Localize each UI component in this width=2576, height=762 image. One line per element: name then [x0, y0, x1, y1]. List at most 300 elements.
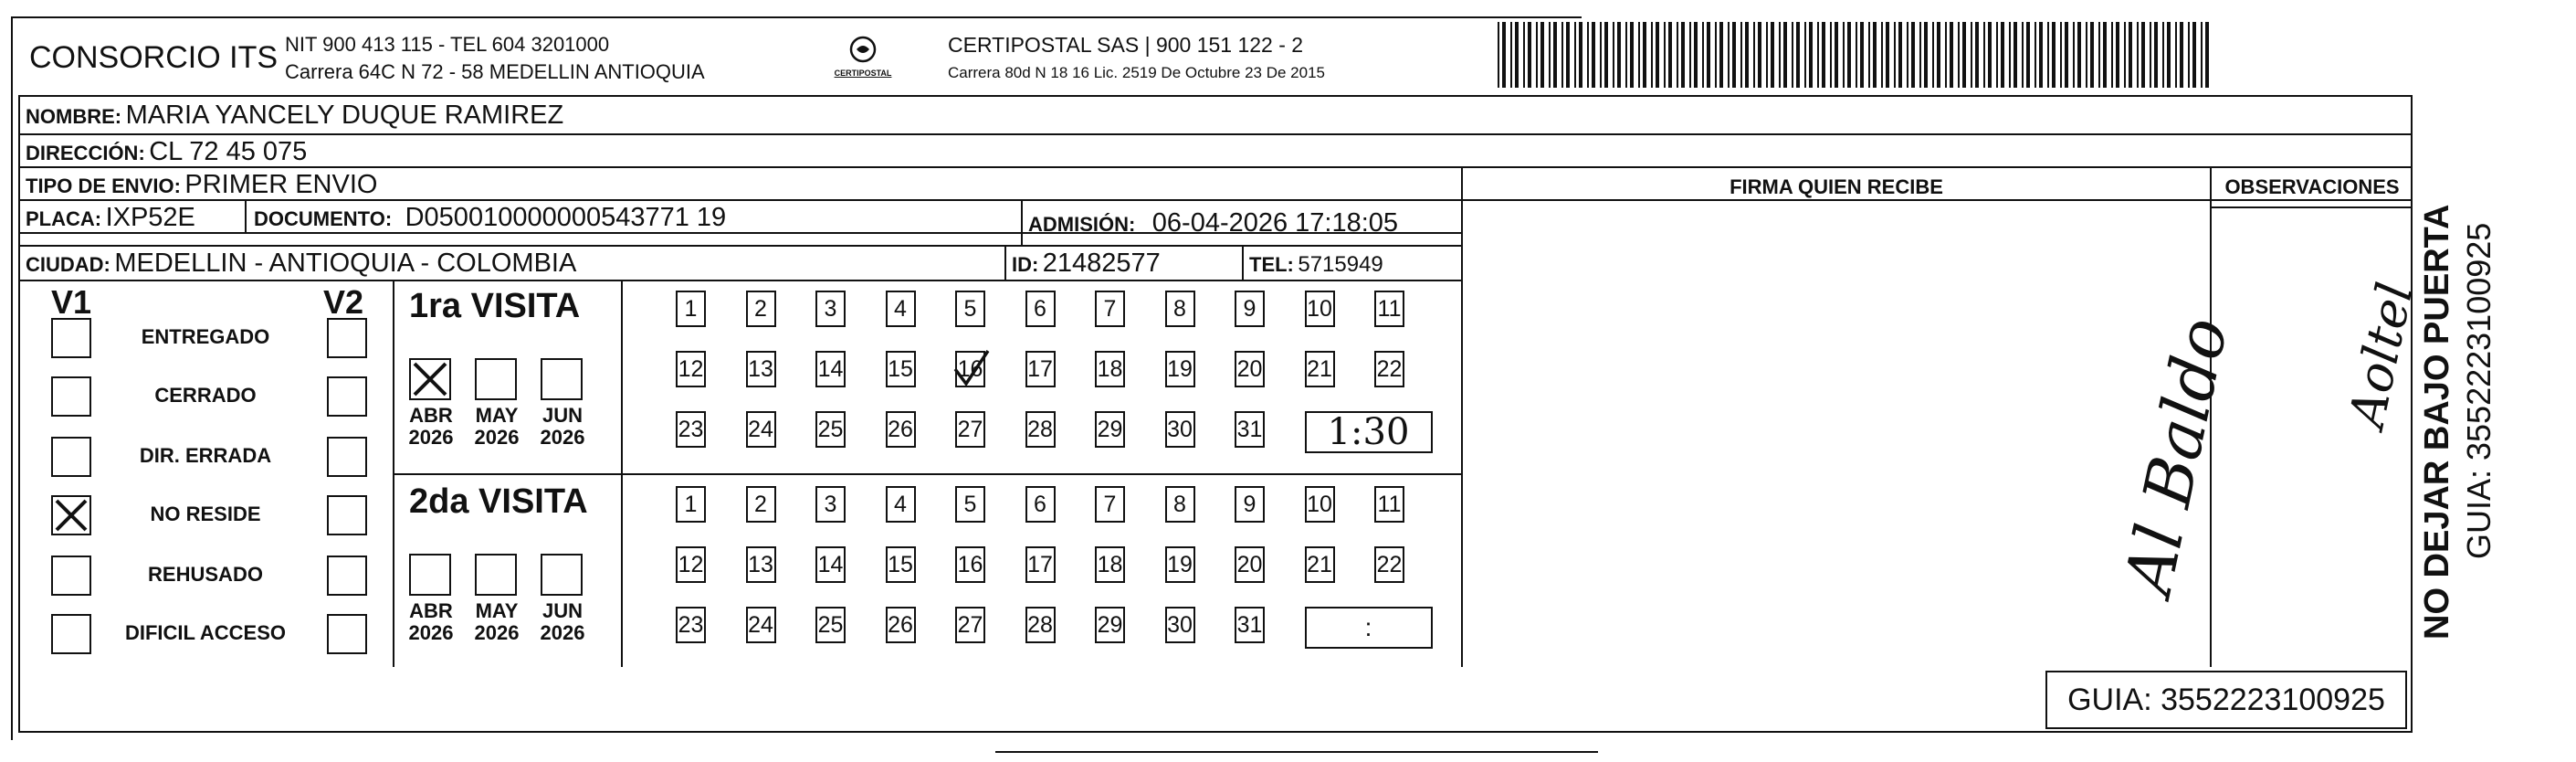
barcode-bar	[1843, 22, 1845, 88]
day-number: 29	[1097, 612, 1123, 638]
status-label: DIFICIL ACCESO	[124, 621, 286, 644]
day-cell[interactable]	[1025, 486, 1056, 523]
v2-checkbox[interactable]	[327, 376, 367, 417]
day-number: 4	[894, 296, 907, 322]
day-cell[interactable]	[886, 486, 916, 523]
day-cell[interactable]	[955, 546, 985, 583]
v1-checkbox[interactable]	[51, 614, 91, 654]
bottom-line	[995, 751, 1598, 753]
v2-checkbox[interactable]	[327, 614, 367, 654]
row-line	[2210, 206, 2413, 208]
year-label: 2026	[408, 426, 454, 449]
day-cell[interactable]	[1165, 546, 1195, 583]
barcode-bar	[1856, 22, 1857, 88]
barcode-bar	[2098, 22, 2100, 88]
day-cell[interactable]	[1374, 351, 1404, 387]
barcode-bar	[1604, 22, 1608, 88]
day-cell[interactable]	[746, 546, 776, 583]
firma-divider	[1461, 166, 1463, 669]
day-number: 20	[1236, 356, 1263, 382]
observaciones-header: OBSERVACIONES	[2224, 175, 2400, 198]
left-edge-line	[11, 18, 13, 740]
day-cell[interactable]	[955, 411, 985, 448]
barcode-bar	[1804, 22, 1806, 88]
status-label: DIR. ERRADA	[139, 444, 272, 467]
barcode-bar	[2073, 22, 2075, 88]
day-number: 16	[957, 356, 983, 382]
visit-2-title: 2da VISITA	[409, 482, 588, 521]
barcode-bar	[1898, 22, 1902, 88]
day-cell[interactable]	[815, 351, 846, 387]
barcode-bar	[2090, 22, 2094, 88]
day-cell[interactable]	[1025, 546, 1056, 583]
month-checkbox[interactable]	[409, 554, 451, 596]
v2-checkbox[interactable]	[327, 495, 367, 535]
day-number: 28	[1027, 417, 1053, 442]
barcode-bar	[2201, 22, 2203, 88]
barcode-bar	[2124, 22, 2126, 88]
day-cell[interactable]	[1095, 607, 1125, 643]
id-label: ID:	[1012, 253, 1039, 276]
day-cell[interactable]	[1235, 607, 1265, 643]
month-checkbox[interactable]	[475, 554, 517, 596]
time-field[interactable]: 1:30	[1305, 411, 1433, 453]
barcode-bar	[2175, 22, 2177, 88]
day-cell[interactable]	[1165, 351, 1195, 387]
barcode-bar	[2103, 22, 2107, 88]
placa-value: IXP52E	[105, 203, 195, 232]
barcode-bar	[1809, 22, 1813, 88]
month-label: MAY	[475, 599, 519, 622]
barcode-bar	[1536, 22, 1538, 88]
day-cell[interactable]	[815, 291, 846, 327]
x-mark-icon	[411, 360, 449, 398]
day-number: 31	[1236, 417, 1263, 442]
barcode-bar	[1510, 22, 1512, 88]
day-cell[interactable]	[1165, 486, 1195, 523]
row-line	[18, 166, 2413, 168]
barcode-bar	[1822, 22, 1825, 88]
barcode-bar	[2205, 22, 2209, 88]
month-label: JUN	[541, 404, 583, 427]
month-checkbox[interactable]	[475, 358, 517, 400]
tel-label: TEL:	[1249, 253, 1294, 276]
placa-label: PLACA:	[26, 207, 102, 230]
barcode-bar	[1549, 22, 1551, 88]
day-cell[interactable]	[1165, 607, 1195, 643]
barcode-bar	[1932, 22, 1934, 88]
barcode-bar	[1656, 22, 1659, 88]
barcode-bar	[1847, 22, 1851, 88]
day-number: 19	[1167, 552, 1193, 577]
year-label: 2026	[474, 426, 520, 449]
day-number: 31	[1236, 612, 1263, 638]
v1-checkbox[interactable]	[51, 556, 91, 596]
day-number: 11	[1377, 492, 1402, 517]
time-field[interactable]: :	[1305, 607, 1433, 649]
barcode-bar	[1600, 22, 1602, 88]
day-cell[interactable]	[1235, 411, 1265, 448]
day-number: 30	[1167, 612, 1193, 638]
day-number: 15	[888, 552, 913, 577]
year-label: 2026	[408, 621, 454, 644]
barcode-bar	[2129, 22, 2132, 88]
day-number: 2	[754, 296, 767, 322]
barcode-bar	[1881, 22, 1883, 88]
day-number: 2	[754, 492, 767, 517]
visit-2	[394, 475, 1461, 667]
day-number: 17	[1027, 356, 1053, 382]
day-number: 1	[684, 296, 698, 322]
day-cell[interactable]	[746, 351, 776, 387]
barcode-bar	[1664, 22, 1666, 88]
row-line	[18, 245, 1463, 247]
day-number: 20	[1236, 552, 1263, 577]
day-cell[interactable]	[1025, 607, 1056, 643]
direccion-row	[26, 137, 307, 167]
visit-1-title: 1ra VISITA	[409, 287, 581, 325]
barcode-bar	[2001, 22, 2004, 88]
courier-license: Carrera 80d N 18 16 Lic. 2519 De Octubre 23 De 2015	[948, 64, 1325, 81]
barcode-bar	[1796, 22, 1800, 88]
day-number: 23	[678, 417, 704, 442]
month-label: MAY	[475, 404, 519, 427]
documento-label: DOCUMENTO:	[254, 207, 393, 230]
day-cell[interactable]	[1305, 291, 1335, 327]
day-number: 21	[1307, 552, 1332, 577]
tipo-row	[26, 170, 377, 200]
barcode-bar	[1950, 22, 1953, 88]
day-cell[interactable]	[1235, 486, 1265, 523]
barcode-bar	[2192, 22, 2196, 88]
check-mark-icon	[952, 349, 992, 389]
day-cell[interactable]	[1235, 546, 1265, 583]
day-cell[interactable]	[1025, 411, 1056, 448]
barcode-bar	[2162, 22, 2164, 88]
documento-value: D050010000000543771 19	[405, 203, 727, 232]
day-number: 12	[678, 356, 704, 382]
v1-checkbox[interactable]	[51, 437, 91, 477]
barcode-bar	[1792, 22, 1793, 88]
day-cell[interactable]	[676, 351, 706, 387]
barcode-bar	[1907, 22, 1908, 88]
day-number: 5	[963, 296, 977, 322]
day-number: 7	[1103, 492, 1117, 517]
day-number: 1	[684, 492, 698, 517]
ciudad-label: CIUDAD:	[26, 253, 110, 276]
barcode-bar	[1694, 22, 1698, 88]
day-cell[interactable]	[886, 546, 916, 583]
barcode-bar	[1745, 22, 1749, 88]
barcode-bar	[1651, 22, 1653, 88]
status-label: ENTREGADO	[141, 325, 270, 348]
barcode-bar	[1779, 22, 1781, 88]
day-cell[interactable]	[1165, 291, 1195, 327]
barcode-bar	[1587, 22, 1589, 88]
day-cell[interactable]	[1025, 291, 1056, 327]
day-cell[interactable]	[815, 486, 846, 523]
barcode-bar	[2009, 22, 2011, 88]
day-cell[interactable]	[1374, 546, 1404, 583]
day-cell[interactable]	[1305, 351, 1335, 387]
company-name: CONSORCIO ITS	[29, 40, 279, 75]
x-mark-icon	[53, 497, 89, 534]
barcode-bar	[2022, 22, 2024, 88]
barcode-bar	[1975, 22, 1979, 88]
v1-checkbox[interactable]	[51, 495, 91, 535]
company-address: Carrera 64C N 72 - 58 MEDELLIN ANTIOQUIA	[285, 60, 705, 83]
nombre-label: NOMBRE:	[26, 105, 122, 128]
ciudad-row	[26, 249, 576, 279]
recipient-signature: Al Baldo	[2109, 311, 2243, 601]
day-number: 13	[748, 356, 773, 382]
day-cell[interactable]	[886, 291, 916, 327]
barcode-bar	[1715, 22, 1717, 88]
day-number: 17	[1027, 552, 1053, 577]
barcode-bar	[1753, 22, 1755, 88]
barcode-bar	[2065, 22, 2068, 88]
barcode-bar	[1643, 22, 1646, 88]
barcode-bar	[2188, 22, 2190, 88]
barcode-bar	[1783, 22, 1787, 88]
day-number: 18	[1097, 552, 1123, 577]
v1-header: V1	[51, 283, 92, 321]
barcode-bar	[1638, 22, 1640, 88]
day-cell[interactable]	[746, 486, 776, 523]
day-number: 23	[678, 612, 704, 638]
day-cell[interactable]	[955, 351, 985, 387]
barcode-bar	[1971, 22, 1972, 88]
barcode-bar	[1740, 22, 1742, 88]
day-number: 8	[1173, 492, 1186, 517]
day-cell[interactable]	[676, 546, 706, 583]
barcode-bar	[1668, 22, 1672, 88]
day-number: 26	[888, 612, 913, 638]
barcode-bar	[1528, 22, 1531, 88]
barcode-bar	[2150, 22, 2151, 88]
tipo-label: TIPO DE ENVIO:	[26, 175, 181, 197]
status-section	[18, 280, 393, 667]
tel-value: 5715949	[1298, 252, 1383, 277]
barcode-bar	[1988, 22, 1992, 88]
barcode-bar	[2180, 22, 2183, 88]
barcode-bar	[1553, 22, 1557, 88]
barcode-bar	[1574, 22, 1576, 88]
barcode-bar	[2052, 22, 2056, 88]
day-number: 8	[1173, 296, 1186, 322]
day-cell[interactable]	[1374, 486, 1404, 523]
barcode-bar	[1924, 22, 1928, 88]
day-number: 19	[1167, 356, 1193, 382]
barcode-bar	[1498, 22, 1499, 88]
barcode-bar	[1689, 22, 1691, 88]
day-number: 25	[817, 612, 844, 638]
barcode-bar	[1540, 22, 1544, 88]
day-number: 26	[888, 417, 913, 442]
day-cell[interactable]	[1305, 546, 1335, 583]
day-cell[interactable]	[1095, 291, 1125, 327]
firma-header: FIRMA QUIEN RECIBE	[1730, 175, 1943, 198]
day-cell[interactable]	[886, 411, 916, 448]
logo-text: CERTIPOSTAL	[834, 69, 892, 78]
day-number: 22	[1376, 552, 1403, 577]
day-number: 13	[748, 552, 773, 577]
barcode-bar	[1613, 22, 1614, 88]
direccion-label: DIRECCIÓN:	[26, 142, 145, 164]
day-number: 25	[817, 417, 844, 442]
v1-checkbox[interactable]	[51, 318, 91, 358]
day-cell[interactable]	[1095, 351, 1125, 387]
day-cell[interactable]	[1305, 486, 1335, 523]
barcode-bar	[2047, 22, 2049, 88]
day-number: 27	[957, 612, 983, 638]
day-number: 28	[1027, 612, 1053, 638]
barcode-bar	[1702, 22, 1704, 88]
month-checkbox[interactable]	[409, 358, 451, 400]
barcode-bar	[1945, 22, 1947, 88]
tipo-value: PRIMER ENVIO	[184, 170, 378, 199]
day-number: 9	[1243, 492, 1256, 517]
logo-mark-icon	[845, 35, 881, 64]
barcode-bar	[1873, 22, 1877, 88]
barcode-bar	[1625, 22, 1627, 88]
day-number: 21	[1307, 356, 1332, 382]
barcode-bar	[1617, 22, 1621, 88]
barcode-bar	[1911, 22, 1915, 88]
barcode-bar	[1894, 22, 1896, 88]
v2-checkbox[interactable]	[327, 437, 367, 477]
status-label: REHUSADO	[148, 563, 263, 586]
day-cell[interactable]	[1374, 291, 1404, 327]
barcode-bar	[1835, 22, 1838, 88]
barcode-bar	[1886, 22, 1889, 88]
side-guia: GUIA: 3552223100925	[2460, 222, 2497, 559]
barcode-bar	[1958, 22, 1960, 88]
nombre-value: MARIA YANCELY DUQUE RAMIREZ	[125, 101, 564, 130]
admision-value: 06-04-2026 17:18:05	[1151, 208, 1399, 238]
day-cell[interactable]	[1165, 411, 1195, 448]
barcode-bar	[1758, 22, 1761, 88]
barcode-bar	[1962, 22, 1966, 88]
day-number: 3	[824, 296, 837, 322]
day-cell[interactable]	[815, 607, 846, 643]
day-cell[interactable]	[676, 411, 706, 448]
day-number: 7	[1103, 296, 1117, 322]
barcode-bar	[1830, 22, 1832, 88]
day-cell[interactable]	[886, 607, 916, 643]
day-cell[interactable]	[815, 411, 846, 448]
tel-row	[1249, 252, 1383, 278]
v2-checkbox[interactable]	[327, 556, 367, 596]
row-line	[18, 133, 2413, 135]
barcode-bar	[1817, 22, 1819, 88]
year-label: 2026	[540, 426, 585, 449]
barcode-bar	[1566, 22, 1570, 88]
barcode-bar	[1719, 22, 1723, 88]
day-cell[interactable]	[955, 291, 985, 327]
barcode-bar	[1561, 22, 1563, 88]
day-number: 9	[1243, 296, 1256, 322]
day-cell[interactable]	[676, 607, 706, 643]
id-value: 21482577	[1042, 249, 1161, 278]
day-cell[interactable]	[1095, 411, 1125, 448]
day-number: 5	[963, 492, 977, 517]
day-cell[interactable]	[676, 291, 706, 327]
month-checkbox[interactable]	[541, 554, 583, 596]
barcode-bar	[2154, 22, 2158, 88]
admision-label: ADMISIÓN:	[1028, 213, 1136, 236]
barcode-bar	[1983, 22, 1985, 88]
barcode-bar	[1996, 22, 1998, 88]
day-cell[interactable]	[1095, 546, 1125, 583]
placa-divider	[245, 199, 247, 232]
ciudad-value: MEDELLIN - ANTIOQUIA - COLOMBIA	[114, 249, 577, 278]
direccion-value: CL 72 45 075	[149, 137, 308, 166]
courier-name: CERTIPOSTAL SAS | 900 151 122 - 2	[948, 33, 1304, 57]
id-row	[1012, 249, 1161, 279]
day-cell[interactable]	[676, 486, 706, 523]
day-number: 18	[1097, 356, 1123, 382]
month-checkbox[interactable]	[541, 358, 583, 400]
placa-row	[26, 203, 195, 233]
barcode-bar	[2086, 22, 2087, 88]
day-number: 30	[1167, 417, 1193, 442]
barcode-bar	[1919, 22, 1921, 88]
barcode-bar	[1766, 22, 1768, 88]
admision-divider	[1021, 199, 1023, 245]
day-cell[interactable]	[815, 546, 846, 583]
day-number: 15	[888, 356, 913, 382]
day-number: 14	[817, 356, 844, 382]
day-number: 6	[1034, 492, 1046, 517]
footer-guia: GUIA: 3552223100925	[2067, 683, 2385, 717]
barcode-bar	[2026, 22, 2030, 88]
day-number: 11	[1377, 296, 1402, 322]
day-cell[interactable]	[746, 607, 776, 643]
barcode-bar	[1707, 22, 1710, 88]
day-cell[interactable]	[1235, 291, 1265, 327]
year-label: 2026	[474, 621, 520, 644]
documento-row	[254, 203, 726, 233]
day-cell[interactable]	[955, 607, 985, 643]
day-cell[interactable]	[1025, 351, 1056, 387]
day-cell[interactable]	[746, 291, 776, 327]
day-number: 16	[957, 552, 983, 577]
month-label: JUN	[541, 599, 583, 622]
day-cell[interactable]	[746, 411, 776, 448]
barcode-bar	[1630, 22, 1634, 88]
v2-checkbox[interactable]	[327, 318, 367, 358]
id-divider	[1004, 245, 1006, 280]
day-number: 27	[957, 417, 983, 442]
day-cell[interactable]	[1095, 486, 1125, 523]
day-cell[interactable]	[1235, 351, 1265, 387]
barcode-bar	[2141, 22, 2145, 88]
tel-divider	[1242, 245, 1244, 280]
footer-guia-box	[2045, 671, 2407, 729]
observation-handwriting: Aoltel	[2338, 277, 2424, 433]
header	[18, 22, 2392, 93]
day-cell[interactable]	[955, 486, 985, 523]
day-number: 12	[678, 552, 704, 577]
barcode-bar	[1592, 22, 1595, 88]
barcode-bar	[1677, 22, 1678, 88]
barcode-bar	[2013, 22, 2017, 88]
barcode-bar	[2077, 22, 2081, 88]
barcode-bar	[1860, 22, 1864, 88]
day-cell[interactable]	[886, 351, 916, 387]
v1-checkbox[interactable]	[51, 376, 91, 417]
